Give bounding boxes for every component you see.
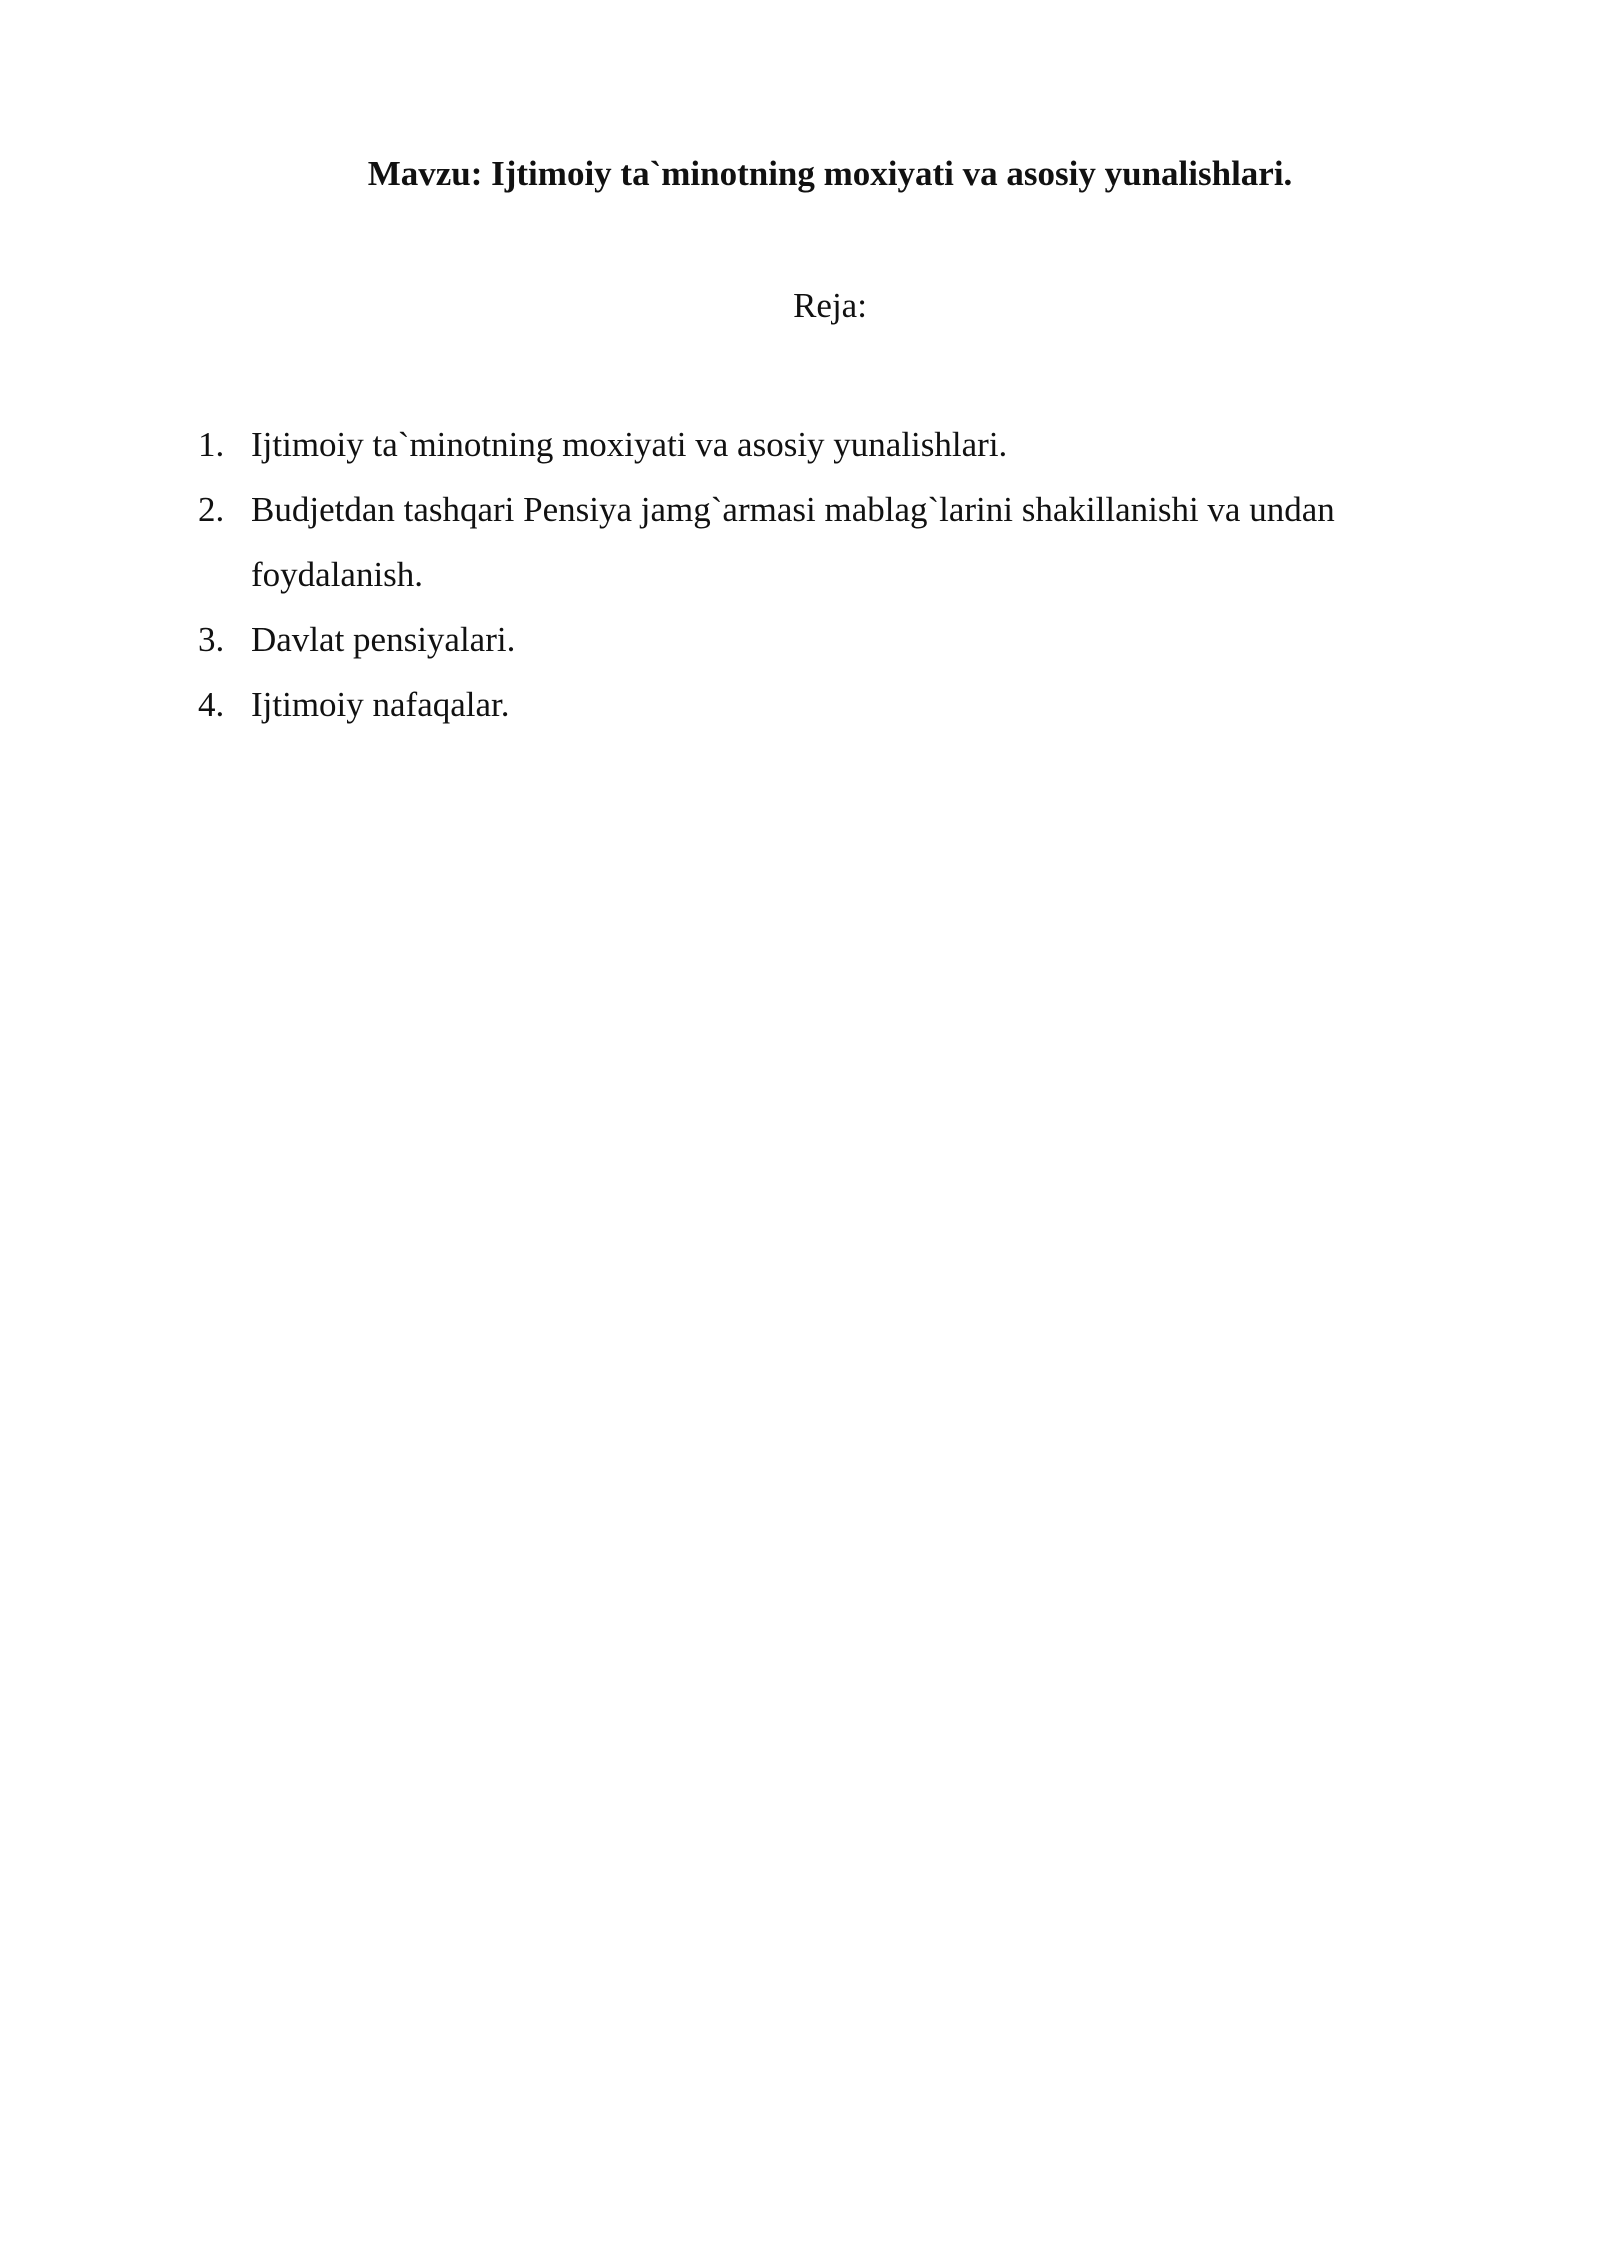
plan-item: [198, 607, 1418, 672]
plan-list: [198, 412, 1418, 737]
plan-item-text: Ijtimoiy nafaqalar.: [251, 685, 510, 724]
plan-item-number: 3.: [198, 620, 225, 659]
plan-item-number: 4.: [198, 685, 225, 724]
plan-item-text: Davlat pensiyalari.: [251, 620, 516, 659]
document-title: Mavzu: Ijtimoiy ta`minotning moxiyati va asosiy yunalishlari.: [367, 154, 1293, 193]
plan-item: [198, 672, 1418, 737]
plan-item-text: Ijtimoiy ta`minotning moxiyati va asosiy yunalishlari.: [251, 425, 1008, 464]
plan-item: [198, 412, 1418, 477]
plan-item-number: 1.: [198, 425, 225, 464]
plan-item: [198, 477, 1418, 607]
plan-heading: Reja:: [793, 286, 867, 325]
plan-item-text: Budjetdan tashqari Pensiya jamg`armasi mablag`larini shakillanishi va undan foydalanish.: [251, 490, 1335, 594]
plan-item-number: 2.: [198, 490, 225, 529]
